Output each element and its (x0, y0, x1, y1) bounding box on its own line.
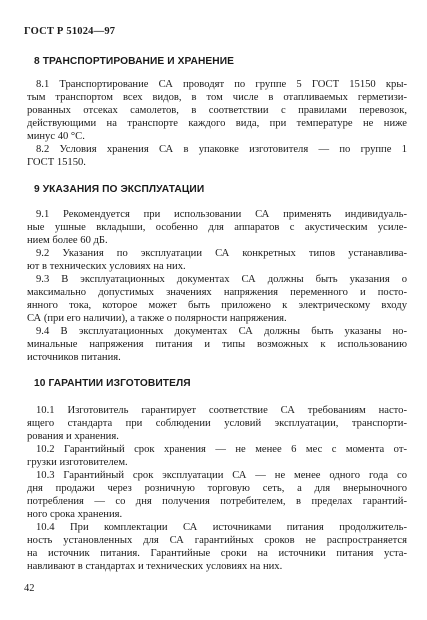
paragraph-line: 10.1 Изготовитель гарантирует соответствие СА требованиям насто- (36, 405, 407, 416)
paragraph-line: 9.1 Рекомендуется при использовании СА применять индивидуаль- (36, 209, 407, 220)
paragraph-line: ют в технических условиях на них. (27, 261, 186, 272)
paragraph-line: на источник питания. Гарантийные сроки на источники питания уста- (27, 548, 407, 559)
paragraph-line: навливают в стандартах и технических условиях на них. (27, 561, 283, 572)
paragraph-line: ность установленных для СА гарантийных сроков не распространяется (27, 535, 407, 546)
paragraph-line: 8.1 Транспортирование СА проводят по группе 5 ГОСТ 15150 кры- (36, 79, 407, 90)
paragraph-line: ного срока хранения. (27, 509, 123, 520)
paragraph-line: 10.3 Гарантийный срок эксплуатации СА — не менее одного года со (36, 470, 407, 481)
section-8-heading: 8 ТРАНСПОРТИРОВАНИЕ И ХРАНЕНИЕ (34, 56, 235, 67)
paragraph-line: источников питания. (27, 352, 121, 363)
paragraph-line: рования и хранения. (27, 431, 119, 442)
document-header: ГОСТ Р 51024—97 (24, 26, 116, 37)
paragraph-line: рованных отсеках самолетов, в соответствии с правилами перевозок, (27, 105, 407, 116)
paragraph-line: 9.3 В эксплуатационных документах СА должны быть указания о (36, 274, 407, 285)
paragraph-line: нием более 60 дБ. (27, 235, 108, 246)
paragraph-line: 8.2 Условия хранения СА в упаковке изготовителя — по группе 1 (36, 144, 407, 155)
paragraph-line: 10.2 Гарантийный срок хранения — не менее 6 мес с момента от- (36, 444, 407, 455)
paragraph-line: СА (при его наличии), а также о полярности напряжения. (27, 313, 287, 324)
paragraph-line: 9.2 Указания по эксплуатации СА конкретных типов устанавлива- (36, 248, 407, 259)
paragraph-line: минальные напряжения питания и типы возможных к использованию (27, 339, 407, 350)
paragraph-line: действующими на транспорте каждого вида, при температуре не ниже (27, 118, 407, 129)
paragraph-line: дня продажи через розничную торговую сеть, а для внерыночного (27, 483, 407, 494)
paragraph-line: ные ушные вкладыши, особенно для аппаратов с акустическим усиле- (27, 222, 407, 233)
paragraph-line: минус 40 °С. (27, 131, 85, 142)
paragraph-line: грузки изготовителем. (27, 457, 128, 468)
page-number: 42 (24, 583, 35, 594)
paragraph-line: ящего стандарта при соблюдении условий эксплуатации, транспорти- (27, 418, 407, 429)
paragraph-line: 10.4 При комплектации СА источниками питания продолжитель- (36, 522, 407, 533)
section-10-heading: 10 ГАРАНТИИ ИЗГОТОВИТЕЛЯ (34, 378, 191, 389)
paragraph-line: янного тока, которое может быть приложено к электрическому входу (27, 300, 407, 311)
paragraph-line: тым транспортом всех видов, в том числе в отапливаемых герметизи- (27, 92, 407, 103)
section-9-heading: 9 УКАЗАНИЯ ПО ЭКСПЛУАТАЦИИ (34, 184, 205, 195)
paragraph-line: потребления — со дня получения потребителем, в пределах гарантий- (27, 496, 407, 507)
paragraph-line: ГОСТ 15150. (27, 157, 86, 168)
paragraph-line: 9.4 В эксплуатационных документах СА должны быть указаны но- (36, 326, 407, 337)
paragraph-line: максимально допустимых значениях напряжения переменного и посто- (27, 287, 407, 298)
